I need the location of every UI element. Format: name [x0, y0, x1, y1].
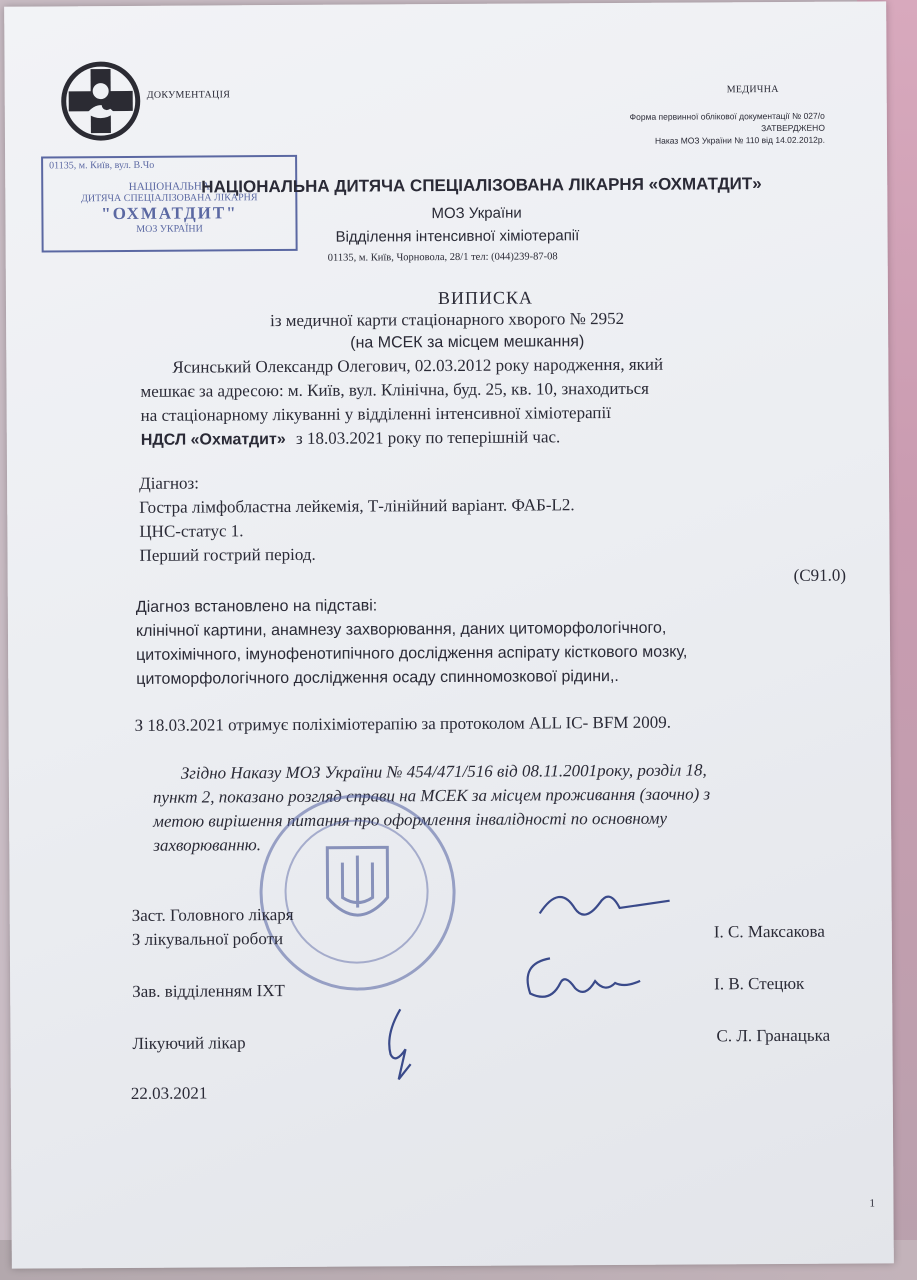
- department-name: Відділення інтенсивної хіміотерапії: [335, 227, 580, 246]
- document-title: ВИПИСКА: [437, 287, 534, 309]
- document-subtitle: із медичної карти стаціонарного хворого № 2952: [270, 308, 625, 331]
- signer-1-role-line-1: Заст. Головного лікаря: [131, 904, 294, 925]
- institution-address: 01135, м. Київ, Чорновола, 28/1 тел: (044)239-87-08: [327, 251, 558, 264]
- form-line-2: ЗАТВЕРДЖЕНО: [761, 122, 825, 134]
- diagnosis-label: Діагноз:: [139, 473, 200, 493]
- form-reference: [505, 110, 825, 148]
- signature-2-icon: [510, 943, 660, 1014]
- form-line-1: Форма первинної облікової документації № 027/о: [629, 110, 825, 122]
- round-stamp: [259, 794, 456, 991]
- page-number: 1: [869, 1197, 876, 1210]
- diagnosis-line-1: Гостра лімфобластна лейкемія, Т-лінійний варіант. ФАБ-L2.: [139, 495, 575, 517]
- intro-line-3: на стаціонарному лікуванні у відділенні інтенсивної хіміотерапії: [140, 403, 611, 425]
- diagnosis-line-2: ЦНС-статус 1.: [139, 521, 244, 541]
- signer-1-name: І. С. Максакова: [713, 921, 825, 942]
- ministry-name: МОЗ України: [431, 204, 522, 223]
- basis-label: Діагноз встановлено на підставі:: [135, 597, 378, 616]
- signer-3-name: С. Л. Гранацька: [716, 1025, 831, 1046]
- form-line-3: Наказ МОЗ України № 110 від 14.02.2012р.: [654, 134, 826, 146]
- diagnosis-line-3: Перший гострий період.: [139, 544, 316, 565]
- rectangular-stamp: [41, 155, 298, 253]
- order-line-4: захворюванню.: [153, 835, 262, 855]
- document-sheet: [4, 1, 894, 1268]
- signer-1-role-line-2: З лікувальної роботи: [131, 929, 284, 949]
- stamp-line-4: МОЗ УКРАЇНИ: [136, 223, 203, 235]
- signature-1-icon: [529, 873, 679, 934]
- intro-line-2: мешкає за адресою: м. Київ, вул. Клінічна, буд. 25, кв. 10, знаходиться: [140, 378, 650, 401]
- intro-hospital: НДСЛ «Охматдит»: [140, 430, 286, 449]
- signature-3-icon: [370, 1004, 430, 1084]
- header-right-label: МЕДИЧНА: [726, 83, 779, 96]
- stamp-address: 01135, м. Київ, вул. В.Чо: [49, 159, 155, 172]
- document-date: 22.03.2021: [130, 1083, 208, 1103]
- order-line-2: пункт 2, показано розгляд справи на МСЕК за місцем проживання (заочно) з: [152, 784, 711, 807]
- institution-name: НАЦІОНАЛЬНА ДИТЯЧА СПЕЦІАЛІЗОВАНА ЛІКАРНЯ «ОХМАТДИТ»: [201, 174, 762, 197]
- therapy-line: З 18.03.2021 отримує поліхіміотерапію за протоколом ALL IC- BFM 2009.: [134, 712, 671, 735]
- signer-2-name: І. В. Стецюк: [714, 973, 805, 994]
- stamp-line-1: НАЦІОНАЛЬНА: [128, 180, 210, 193]
- basis-line-3: цитоморфологічного дослідження осаду спинномозкової рідини,.: [136, 667, 619, 688]
- intro-line-1: Ясинський Олександр Олегович, 02.03.2012 року народження, який: [172, 354, 664, 377]
- intro-date: з 18.03.2021 року по теперішній час.: [295, 427, 561, 448]
- signer-3-role: Лікуючий лікар: [132, 1033, 246, 1053]
- diagnosis-code: (C91.0): [793, 565, 847, 585]
- order-line-1: Згідно Наказу МОЗ України № 454/471/516 від 08.11.2001року, розділ 18,: [180, 760, 707, 783]
- order-line-3: метою вирішення питання про оформлення інвалідності по основному: [153, 808, 668, 831]
- basis-line-1: клінічної картини, анамнезу захворювання, даних цитоморфологічного,: [135, 619, 667, 640]
- header-left-label: ДОКУМЕНТАЦІЯ: [146, 89, 231, 101]
- hospital-logo-icon: [60, 61, 140, 141]
- stamp-line-3: "ОХМАТДИТ": [101, 203, 238, 224]
- intro-line-4: [141, 425, 561, 452]
- signer-2-role: Зав. відділенням ІХТ: [132, 981, 285, 1001]
- trident-icon: [317, 837, 398, 937]
- document-purpose: (на МСЕК за місцем мешкання): [350, 333, 585, 352]
- basis-line-2: цитохімічного, імунофенотипічного дослідження аспірату кісткового мозку,: [136, 643, 688, 664]
- stamp-line-2: ДИТЯЧА СПЕЦІАЛІЗОВАНА ЛІКАРНЯ: [81, 192, 258, 205]
